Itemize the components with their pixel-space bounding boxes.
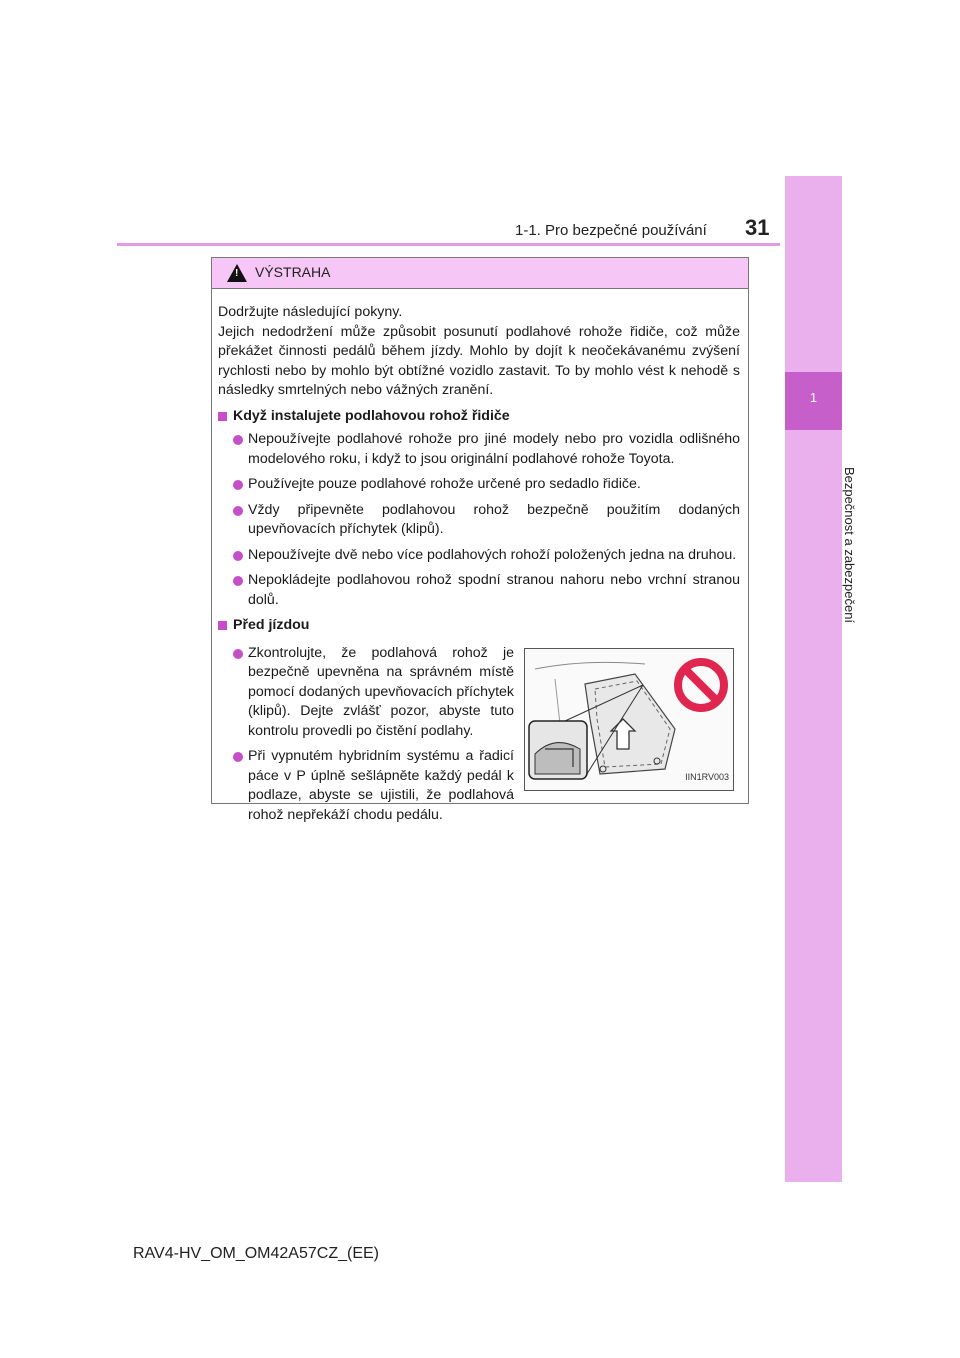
header-rule <box>117 243 780 246</box>
square-bullet-icon <box>218 621 227 630</box>
bullet-dot-icon <box>233 435 243 445</box>
before-driving-content <box>218 644 740 832</box>
section-heading-text: Když instalujete podlahovou rohož řidiče <box>233 407 510 424</box>
bullet-dot-icon <box>233 649 243 659</box>
bullet-text: Nepoužívejte dvě nebo více podlahových rohoží položených jedna na druhou. <box>248 546 737 563</box>
bullet-text: Nepoužívejte podlahové rohože pro jiné modely nebo pro vozidla odlišného modelového roku, i když to jsou originální podlahové rohože Toyota. <box>248 431 740 467</box>
bullet-text: Používejte pouze podlahové rohože určené pro sedadlo řidiče. <box>248 476 641 492</box>
bullet-text: Při vypnutém hybridním systému a řadicí páce v P úplně sešlápněte každý pedál k podlaze, abyste se ujistili, že podlahová rohož nepřekáží chodu pedálu. <box>248 748 514 823</box>
list-item <box>218 644 514 742</box>
warning-title: VÝSTRAHA <box>255 264 331 280</box>
warning-body <box>212 289 748 831</box>
intro-line: Dodržujte následující pokyny. <box>218 304 403 320</box>
warning-header <box>212 258 748 289</box>
document-code: RAV4-HV_OM_OM42A57CZ_(EE) <box>133 1245 379 1262</box>
list-item <box>218 747 514 825</box>
bullet-text: Zkontrolujte, že podlahová rohož je bezpečně upevněna na správném místě pomocí dodaných upevňovacích příchytek (klipů). Dejte zvlášť pozor, abyste tuto kontrolu provedli po čistění podlahy. <box>248 644 514 739</box>
before-driving-list <box>218 644 514 832</box>
warning-box <box>211 257 749 823</box>
section-title: 1-1. Pro bezpečné používání <box>515 222 707 239</box>
bullet-dot-icon <box>233 551 243 561</box>
list-item <box>218 475 740 495</box>
chapter-number: 1 <box>809 390 818 405</box>
bullet-dot-icon <box>233 752 243 762</box>
intro-detail: Jejich nedodržení může způsobit posunutí podlahové rohože řidiče, což může překážet činnosti pedálů během jízdy. Mohlo by dojít k neočekávanému zvýšení rychlosti nebo by mohlo být obtížné vozidlo zastavit. To by mohlo vést k nehodě s následky smrtelných nebo vážných zranění. <box>218 323 740 398</box>
page-number: 31 <box>745 215 770 240</box>
figure-code: IIN1RV003 <box>685 772 729 782</box>
bullet-dot-icon <box>233 576 243 586</box>
side-chapter-tab <box>785 176 842 1182</box>
bullet-dot-icon <box>233 480 243 490</box>
bullet-dot-icon <box>233 506 243 516</box>
section-heading-before-driving <box>218 616 740 636</box>
chapter-title: Bezpečnost a zabezpečení <box>842 466 857 624</box>
bullet-text: Vždy připevněte podlahovou rohož bezpečně použitím dodaných upevňovacích příchytek (klipů). <box>248 501 740 537</box>
section-heading-install <box>218 407 740 427</box>
bullet-text: Nepokládejte podlahovou rohož spodní stranou nahoru nebo vrchní stranou dolů. <box>248 572 740 608</box>
warning-intro <box>218 303 740 401</box>
list-item <box>218 501 740 540</box>
warning-icon-mark: ! <box>235 268 239 279</box>
list-item <box>218 430 740 469</box>
list-item <box>218 571 740 610</box>
square-bullet-icon <box>218 412 227 421</box>
floor-mat-illustration <box>524 648 734 791</box>
list-item <box>218 546 740 566</box>
section-heading-text: Před jízdou <box>233 617 310 633</box>
